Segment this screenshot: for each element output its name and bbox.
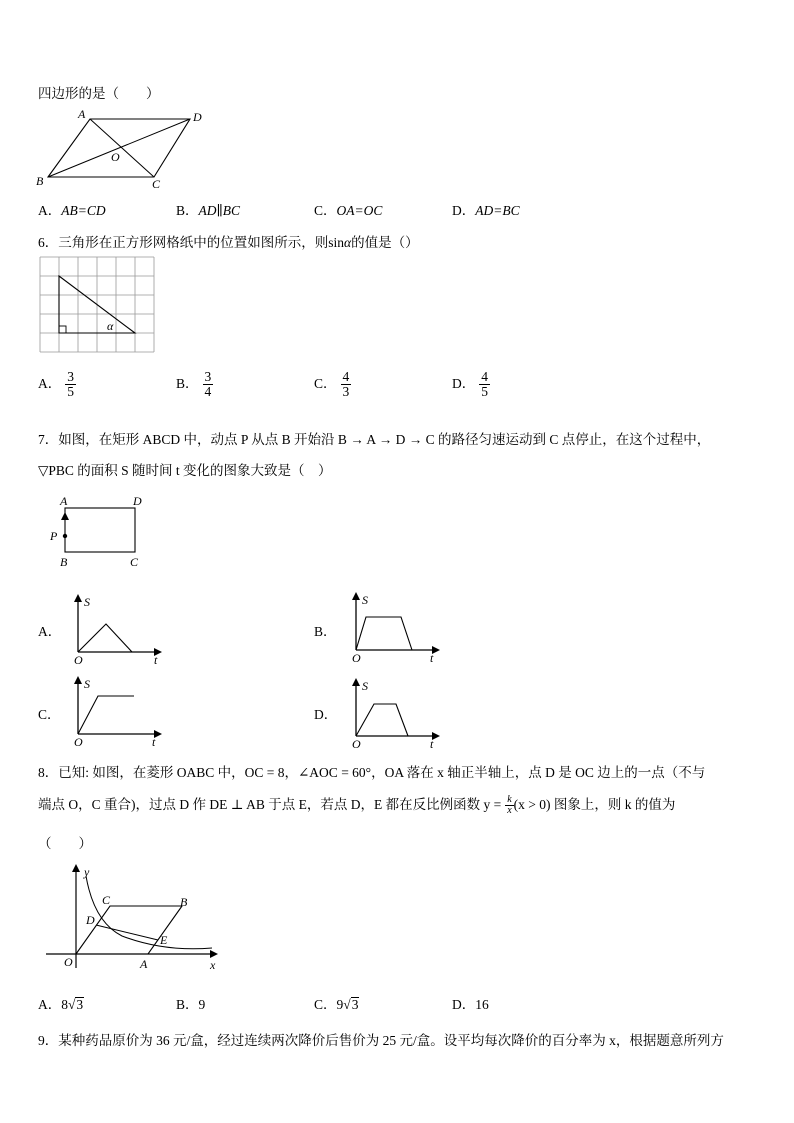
- q5-label-b: B: [36, 174, 44, 188]
- q7-point-p: [63, 534, 67, 538]
- q5-option-d[interactable]: D．AD=BC: [452, 203, 520, 218]
- q6-grid-figure: [39, 256, 155, 352]
- svg-text:t: t: [430, 651, 434, 665]
- svg-text:x: x: [210, 958, 216, 972]
- q6-option-c[interactable]: C． $\frac{4}{3}$: [314, 369, 350, 400]
- q5-diagonal-ac: [90, 119, 154, 177]
- svg-text:O: O: [74, 653, 83, 667]
- q7-label-p: P: [50, 529, 58, 543]
- q5-option-b[interactable]: B．AD∥BC: [176, 203, 240, 218]
- svg-text:D: D: [86, 913, 95, 927]
- q8-option-d[interactable]: D．16: [452, 997, 489, 1012]
- q7-label-b: B: [60, 555, 68, 569]
- q5-label-a: A: [78, 107, 86, 121]
- q7-option-b-graph[interactable]: [346, 590, 446, 665]
- q7-rectangle-figure: [46, 494, 156, 574]
- svg-text:y: y: [84, 865, 90, 879]
- svg-text:A: A: [140, 957, 148, 971]
- q7-option-c-letter[interactable]: C．: [38, 707, 61, 722]
- q8-option-b[interactable]: B．9: [176, 997, 206, 1012]
- q7-label-a: A: [60, 494, 68, 508]
- svg-text:t: t: [430, 737, 434, 751]
- q7-stem-line2: ▽PBC 的面积 S 随时间 t 变化的图象大致是（ ）: [38, 463, 332, 478]
- svg-text:t: t: [154, 653, 158, 667]
- q6-option-b[interactable]: B． $\frac{3}{4}$: [176, 369, 212, 400]
- svg-text:O: O: [64, 955, 73, 969]
- q5-parallelogram-figure: [30, 105, 220, 190]
- svg-text:S: S: [84, 677, 90, 691]
- svg-text:B: B: [180, 895, 188, 909]
- q7-option-a-letter[interactable]: A．: [38, 624, 62, 639]
- q7-option-d-letter[interactable]: D．: [314, 707, 338, 722]
- svg-text:S: S: [362, 593, 368, 607]
- svg-text:O: O: [74, 735, 83, 749]
- q8-stem-line1: 8．已知: 如图，在菱形 OABC 中，OC = 8，∠AOC = 60°，OA 落在 x 轴正半轴上，点 D 是 OC 边上的一点（不与: [38, 765, 706, 780]
- q5-option-c[interactable]: C．OA=OC: [314, 203, 383, 218]
- q7-option-d-graph[interactable]: [346, 676, 446, 751]
- q7-option-c-graph[interactable]: [68, 674, 168, 749]
- q5-label-o: O: [111, 150, 120, 164]
- q6-alpha-label: α: [107, 319, 114, 333]
- svg-text:C: C: [102, 893, 111, 907]
- q6-right-angle-mark: [59, 326, 66, 333]
- q5-stem-tail: 四边形的是（ ）: [38, 86, 160, 101]
- q8-option-c[interactable]: C．9√3: [314, 997, 359, 1012]
- q5-option-a[interactable]: A．AB=CD: [38, 203, 106, 218]
- q9-stem-line1: 9．某种药品原价为 36 元/盒，经过连续两次降价后售价为 25 元/盒。设平均每次降价的百分率为 x，根据题意所列方: [38, 1033, 724, 1048]
- svg-text:O: O: [352, 651, 361, 665]
- q7-rectangle: [65, 508, 135, 552]
- svg-text:S: S: [362, 679, 368, 693]
- q8-rhombus-figure: [44, 862, 230, 974]
- q7-arrowhead: [61, 512, 69, 520]
- q5-label-c: C: [152, 177, 161, 191]
- q7-label-c: C: [130, 555, 139, 569]
- q7-stem-line1: 7．如图，在矩形 ABCD 中，动点 P 从点 B 开始沿 B → A → D → C 的路径匀速运动到 C 点停止，在这个过程中，: [38, 432, 711, 447]
- q6-option-a[interactable]: A． $\frac{3}{5}$: [38, 369, 74, 400]
- q8-stem-line3: （ ）: [38, 836, 92, 851]
- q8-stem-line2: 端点 O，C 重合)，过点 D 作 DE ⊥ AB 于点 E，若点 D，E 都在反比例函数 y = $\frac{k}{x}$ (x > 0) 图象上，则 k 的值为: [38, 793, 676, 817]
- svg-text:t: t: [152, 735, 156, 749]
- q7-label-d: D: [133, 494, 142, 508]
- svg-text:E: E: [160, 933, 168, 947]
- svg-text:S: S: [84, 595, 90, 609]
- q7-option-a-graph[interactable]: [68, 592, 168, 667]
- q6-stem: 6．三角形在正方形网格纸中的位置如图所示，则sinα的值是（）: [38, 235, 419, 250]
- svg-text:O: O: [352, 737, 361, 751]
- q7-option-b-letter[interactable]: B．: [314, 624, 337, 639]
- q5-label-d: D: [193, 110, 202, 124]
- q8-option-a[interactable]: A．8√3: [38, 997, 84, 1012]
- q6-option-d[interactable]: D． $\frac{4}{5}$: [452, 369, 488, 400]
